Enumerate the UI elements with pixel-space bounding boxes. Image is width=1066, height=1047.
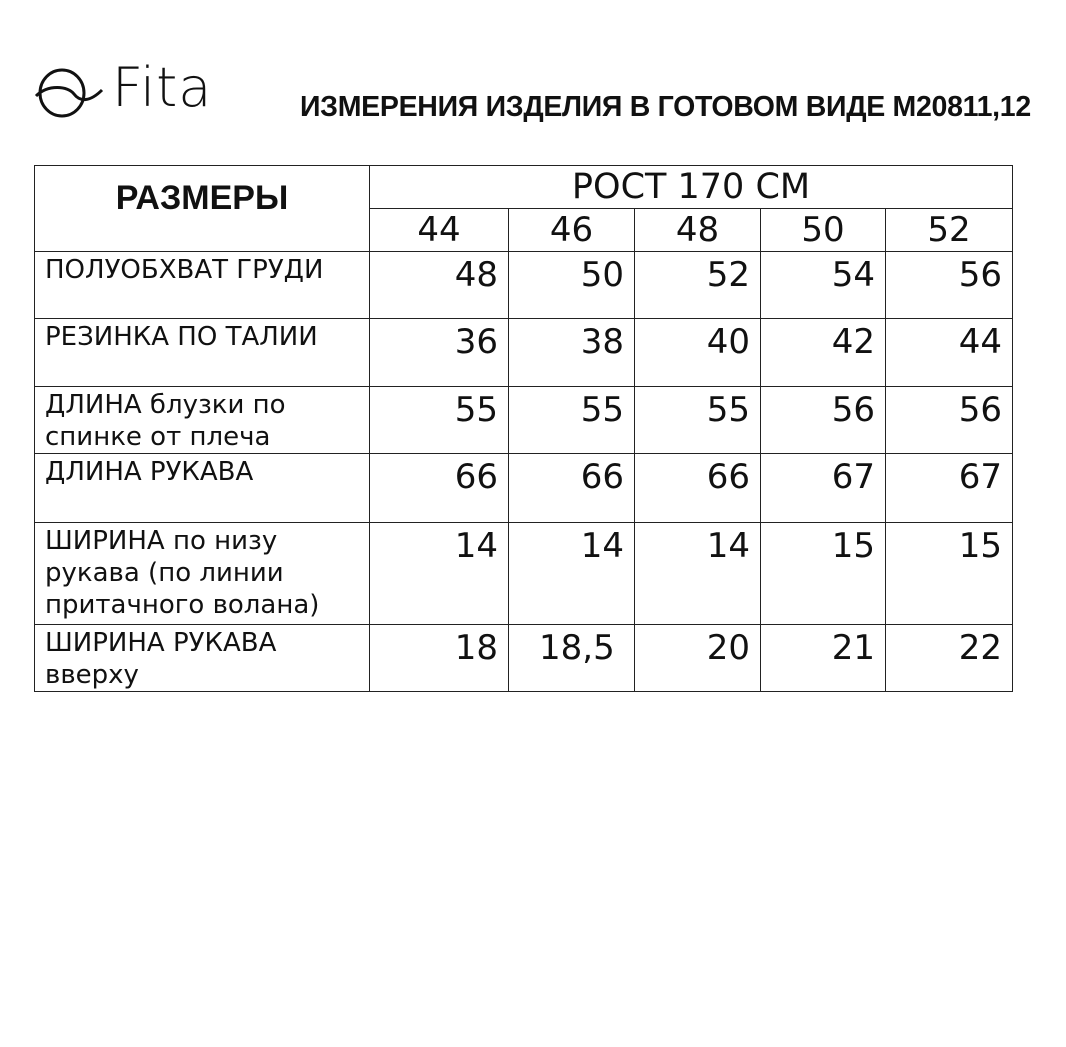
measurement-value: 56 — [886, 387, 1013, 454]
sizes-header: РАЗМЕРЫ — [35, 166, 370, 252]
measurement-label-line: притачного волана) — [45, 590, 320, 620]
height-header: РОСТ 170 СМ — [370, 166, 1013, 209]
measurement-value: 18 — [370, 625, 509, 692]
measurement-label-line: РЕЗИНКА ПО ТАЛИИ — [45, 322, 318, 352]
size-table — [34, 165, 1013, 692]
brand-logo — [34, 56, 224, 122]
measurement-row — [35, 625, 1013, 692]
measurement-value: 67 — [761, 454, 886, 523]
measurement-label-line: ШИРИНА по низу — [45, 526, 278, 556]
fita-circle-icon — [34, 62, 104, 122]
measurement-row — [35, 319, 1013, 387]
measurement-row — [35, 387, 1013, 454]
measurement-label-line: вверху — [45, 660, 139, 690]
measurement-value: 66 — [635, 454, 761, 523]
measurement-label — [35, 387, 370, 454]
measurement-label-line: рукава (по линии — [45, 558, 284, 588]
brand-name: Fita — [112, 56, 213, 119]
measurement-value: 50 — [509, 252, 635, 319]
measurement-value: 52 — [635, 252, 761, 319]
measurement-value: 66 — [509, 454, 635, 523]
size-column-header: 52 — [886, 209, 1013, 252]
measurement-value: 40 — [635, 319, 761, 387]
size-column-header: 50 — [761, 209, 886, 252]
measurement-value: 44 — [886, 319, 1013, 387]
measurement-value: 66 — [370, 454, 509, 523]
measurement-value: 55 — [635, 387, 761, 454]
measurement-value: 56 — [886, 252, 1013, 319]
measurement-value: 18,5 — [509, 625, 635, 692]
measurement-label — [35, 625, 370, 692]
measurement-value: 36 — [370, 319, 509, 387]
measurement-value: 55 — [509, 387, 635, 454]
measurement-value: 42 — [761, 319, 886, 387]
measurement-label-line: ДЛИНА блузки по — [45, 390, 286, 420]
measurement-value: 55 — [370, 387, 509, 454]
size-column-header: 46 — [509, 209, 635, 252]
measurement-value: 22 — [886, 625, 1013, 692]
measurement-label-line: ПОЛУОБХВАТ ГРУДИ — [45, 255, 324, 285]
measurement-label — [35, 454, 370, 523]
page-title: ИЗМЕРЕНИЯ ИЗДЕЛИЯ В ГОТОВОМ ВИДЕ М20811,12 — [300, 91, 1031, 123]
measurement-value: 14 — [635, 523, 761, 625]
measurement-label-line: ШИРИНА РУКАВА — [45, 628, 277, 658]
measurement-value: 67 — [886, 454, 1013, 523]
measurement-row — [35, 523, 1013, 625]
size-column-header: 48 — [635, 209, 761, 252]
measurement-value: 54 — [761, 252, 886, 319]
measurement-label-line: ДЛИНА РУКАВА — [45, 457, 254, 487]
measurement-label — [35, 252, 370, 319]
measurement-row — [35, 454, 1013, 523]
measurement-value: 15 — [886, 523, 1013, 625]
size-column-header: 44 — [370, 209, 509, 252]
measurement-value: 38 — [509, 319, 635, 387]
measurement-value: 14 — [370, 523, 509, 625]
measurement-value: 48 — [370, 252, 509, 319]
measurement-label — [35, 319, 370, 387]
measurement-label-line: спинке от плеча — [45, 422, 271, 452]
measurement-value: 20 — [635, 625, 761, 692]
measurement-value: 56 — [761, 387, 886, 454]
measurement-value: 15 — [761, 523, 886, 625]
measurement-value: 14 — [509, 523, 635, 625]
measurement-label — [35, 523, 370, 625]
measurement-row — [35, 252, 1013, 319]
measurement-value: 21 — [761, 625, 886, 692]
